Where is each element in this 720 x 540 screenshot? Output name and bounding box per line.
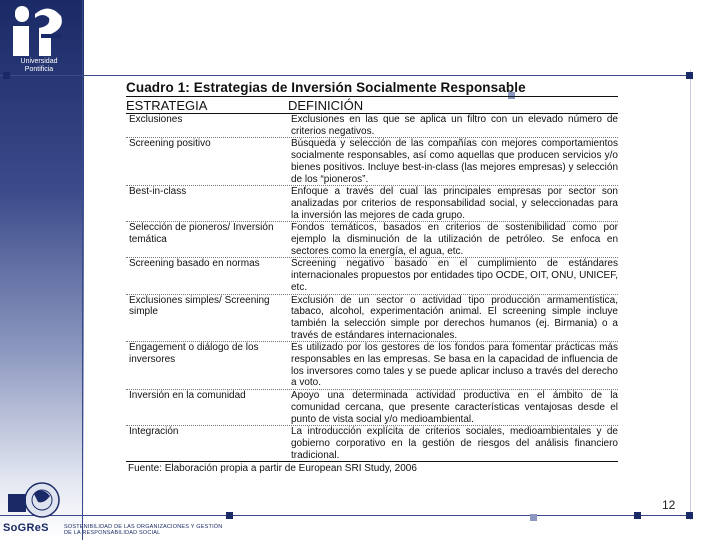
strategy-table	[124, 80, 618, 474]
table-row	[126, 222, 618, 258]
row-strategy: Integración	[129, 426, 179, 438]
frame-square	[686, 512, 693, 519]
table-row	[126, 114, 618, 138]
table-body	[126, 114, 618, 462]
row-strategy: Screening basado en normas	[129, 258, 260, 270]
table-row	[126, 295, 618, 343]
row-strategy: Best-in-class	[129, 186, 187, 198]
row-definition: Fondos temáticos, basados en criterios de sostenibilidad como por ejemplo la disminución de la utilización de petróleo. Se enfoca en sectores como la energía, el agua, etc.	[291, 222, 618, 257]
frame-square	[530, 514, 537, 521]
table-source: Fuente: Elaboración propia a partir de European SRI Study, 2006	[128, 463, 417, 475]
row-definition: Screening negativo basado en el cumplimiento de estándares internacionales propuestos por entidades tipo OCDE, OIT, ONU, UNICEF, etc.	[291, 258, 618, 293]
row-definition: La introducción explícita de criterios sociales, medioambientales y de gobierno corporativo en la gestión de riesgos del análisis financiero tradicional.	[291, 426, 618, 461]
table-row	[126, 426, 618, 462]
frame-square	[634, 512, 641, 519]
sogres-logo	[4, 480, 64, 524]
table-row	[126, 186, 618, 222]
table-title: Cuadro 1: Estrategias de Inversión Socialmente Responsable	[126, 80, 618, 97]
table-row	[126, 138, 618, 186]
row-strategy: Exclusiones simples/ Screening simple	[129, 294, 270, 318]
row-definition: Búsqueda y selección de las compañías con mejores comportamientos socialmente responsables, así como aquellas que producen servicios y/o bienes positivos. Incluye best-in-class (las mejores empresas) y selección de los “pioneros”.	[291, 138, 618, 185]
row-strategy: Engagement o diálogo de los inversores	[129, 342, 259, 366]
row-strategy: Screening positivo	[129, 138, 211, 150]
row-definition: Apoyo una determinada actividad productiva en el ámbito de la comunidad cercana, que presente características ventajosas desde el punto de vista social y/o medioambiental.	[291, 390, 618, 425]
university-logo-text	[8, 58, 70, 74]
row-strategy: Inversión en la comunidad	[129, 390, 246, 402]
left-frame-line	[82, 0, 83, 540]
left-gradient-band	[0, 0, 84, 540]
sogres-wordmark: SoGReS	[3, 522, 49, 534]
header-strategy: ESTRATEGIA	[126, 98, 208, 113]
row-definition: Es utilizado por los gestores de los fondos para fomentar prácticas más responsables en las empresas. Se basa en la capacidad de influencia de los inversores como tales y se puede aplicar incluso a través del derecho a voto.	[291, 342, 618, 389]
row-definition: Exclusión de un sector o actividad tipo producción armamentística, tabaco, alcohol, experimentación animal. El screening simple incluye también la selección simple por derechos humanos (ej. Birmania) o a través de estándares internacionales.	[291, 294, 618, 341]
table-row	[126, 342, 618, 390]
bottom-frame-line	[0, 515, 692, 516]
table-row	[126, 258, 618, 294]
frame-square	[3, 72, 10, 79]
table-header-row	[126, 97, 618, 114]
sogres-subtitle: SOSTENIBILIDAD DE LAS ORGANIZACIONES Y GESTIÓN DE LA RESPONSABILIDAD SOCIAL	[64, 524, 223, 536]
row-definition: Enfoque a través del cual las principales empresas por sector son analizadas por criterios de responsabilidad social, y seleccionadas para la inversión las mejores de cada grupo.	[291, 186, 618, 221]
top-frame-line	[0, 75, 692, 76]
header-definition: DEFINICIÓN	[288, 98, 364, 113]
row-strategy: Selección de pioneros/ Inversión temática	[129, 222, 274, 246]
logo-top-line1: Universidad	[20, 58, 58, 65]
row-strategy: Exclusiones	[129, 114, 183, 125]
logo-top-line2: Pontificia	[24, 66, 54, 73]
row-definition: Exclusiones en las que se aplica un filtro con un elevado número de criterios negativos.	[291, 114, 618, 137]
frame-square	[226, 512, 233, 519]
table-row	[126, 390, 618, 426]
frame-square	[686, 72, 693, 79]
page-number: 12	[662, 498, 676, 512]
right-frame-line	[690, 70, 691, 520]
